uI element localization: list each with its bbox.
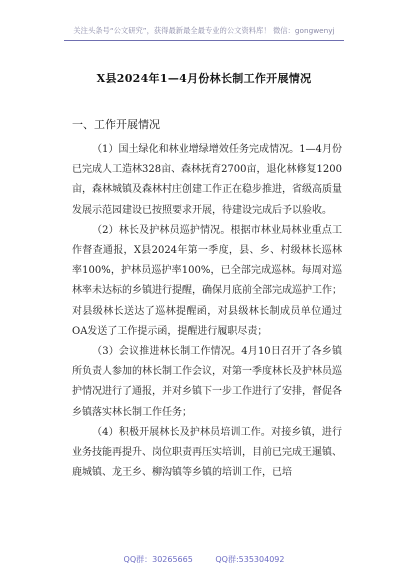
paragraph-4: （4）积极开展林长及护林员培训工作。对接乡镇，进行业务技能再提升、岗位职责再压实培训，目前已完成王暹镇、鹿城镇、龙王乡、柳沟镇等乡镇的培训工作，已培 [72, 426, 342, 479]
header-promo-text: 关注头条号“公文研究”，获得最新最全最专业的公文资料库！ 微信：gongwenyj [73, 26, 335, 35]
document-body [72, 140, 342, 483]
footer-qq-group-2: QQ群:535304092 [215, 555, 285, 564]
section-heading: 一、工作开展情况 [72, 118, 160, 131]
paragraph-2: （2）林长及护林员巡护情况。根据市林业局林业重点工作督查通报，X县2024年第一季度，县、乡、村级林长巡林率100%，护林员巡护率100%，已全部完成巡林。每周对巡林率未达标的乡镇进行提醒，确保月底前全部完成巡护工作；对县级林长送达了巡林提醒函，对县级林长制成员单位通过OA发送了工作提示函，提醒进行履职尽责； [72, 224, 342, 337]
footer [0, 554, 408, 565]
document-title: X县2024年1—4月份林长制工作开展情况 [96, 72, 312, 85]
paragraph-3: （3）会议推进林长制工作情况。4月10日召开了各乡镇所负责人参加的林长制工作会议，对第一季度林长及护林员巡护情况进行了通报，并对乡镇下一步工作进行了安排，督促各乡镇落实林长制工作任务； [72, 346, 342, 418]
paragraph-1: （1）国土绿化和林业增绿增效任务完成情况。1—4月份已完成人工造林328亩、森林抚育2700亩，退化林修复1200亩，森林城镇及森林村庄创建工作正在稳步推进，省级高质量发展示范园建设已按照要求开展，待建设完成后予以验收。 [72, 144, 342, 216]
footer-qq-group-1: QQ群：30265665 [123, 555, 193, 564]
header-divider [64, 40, 344, 41]
